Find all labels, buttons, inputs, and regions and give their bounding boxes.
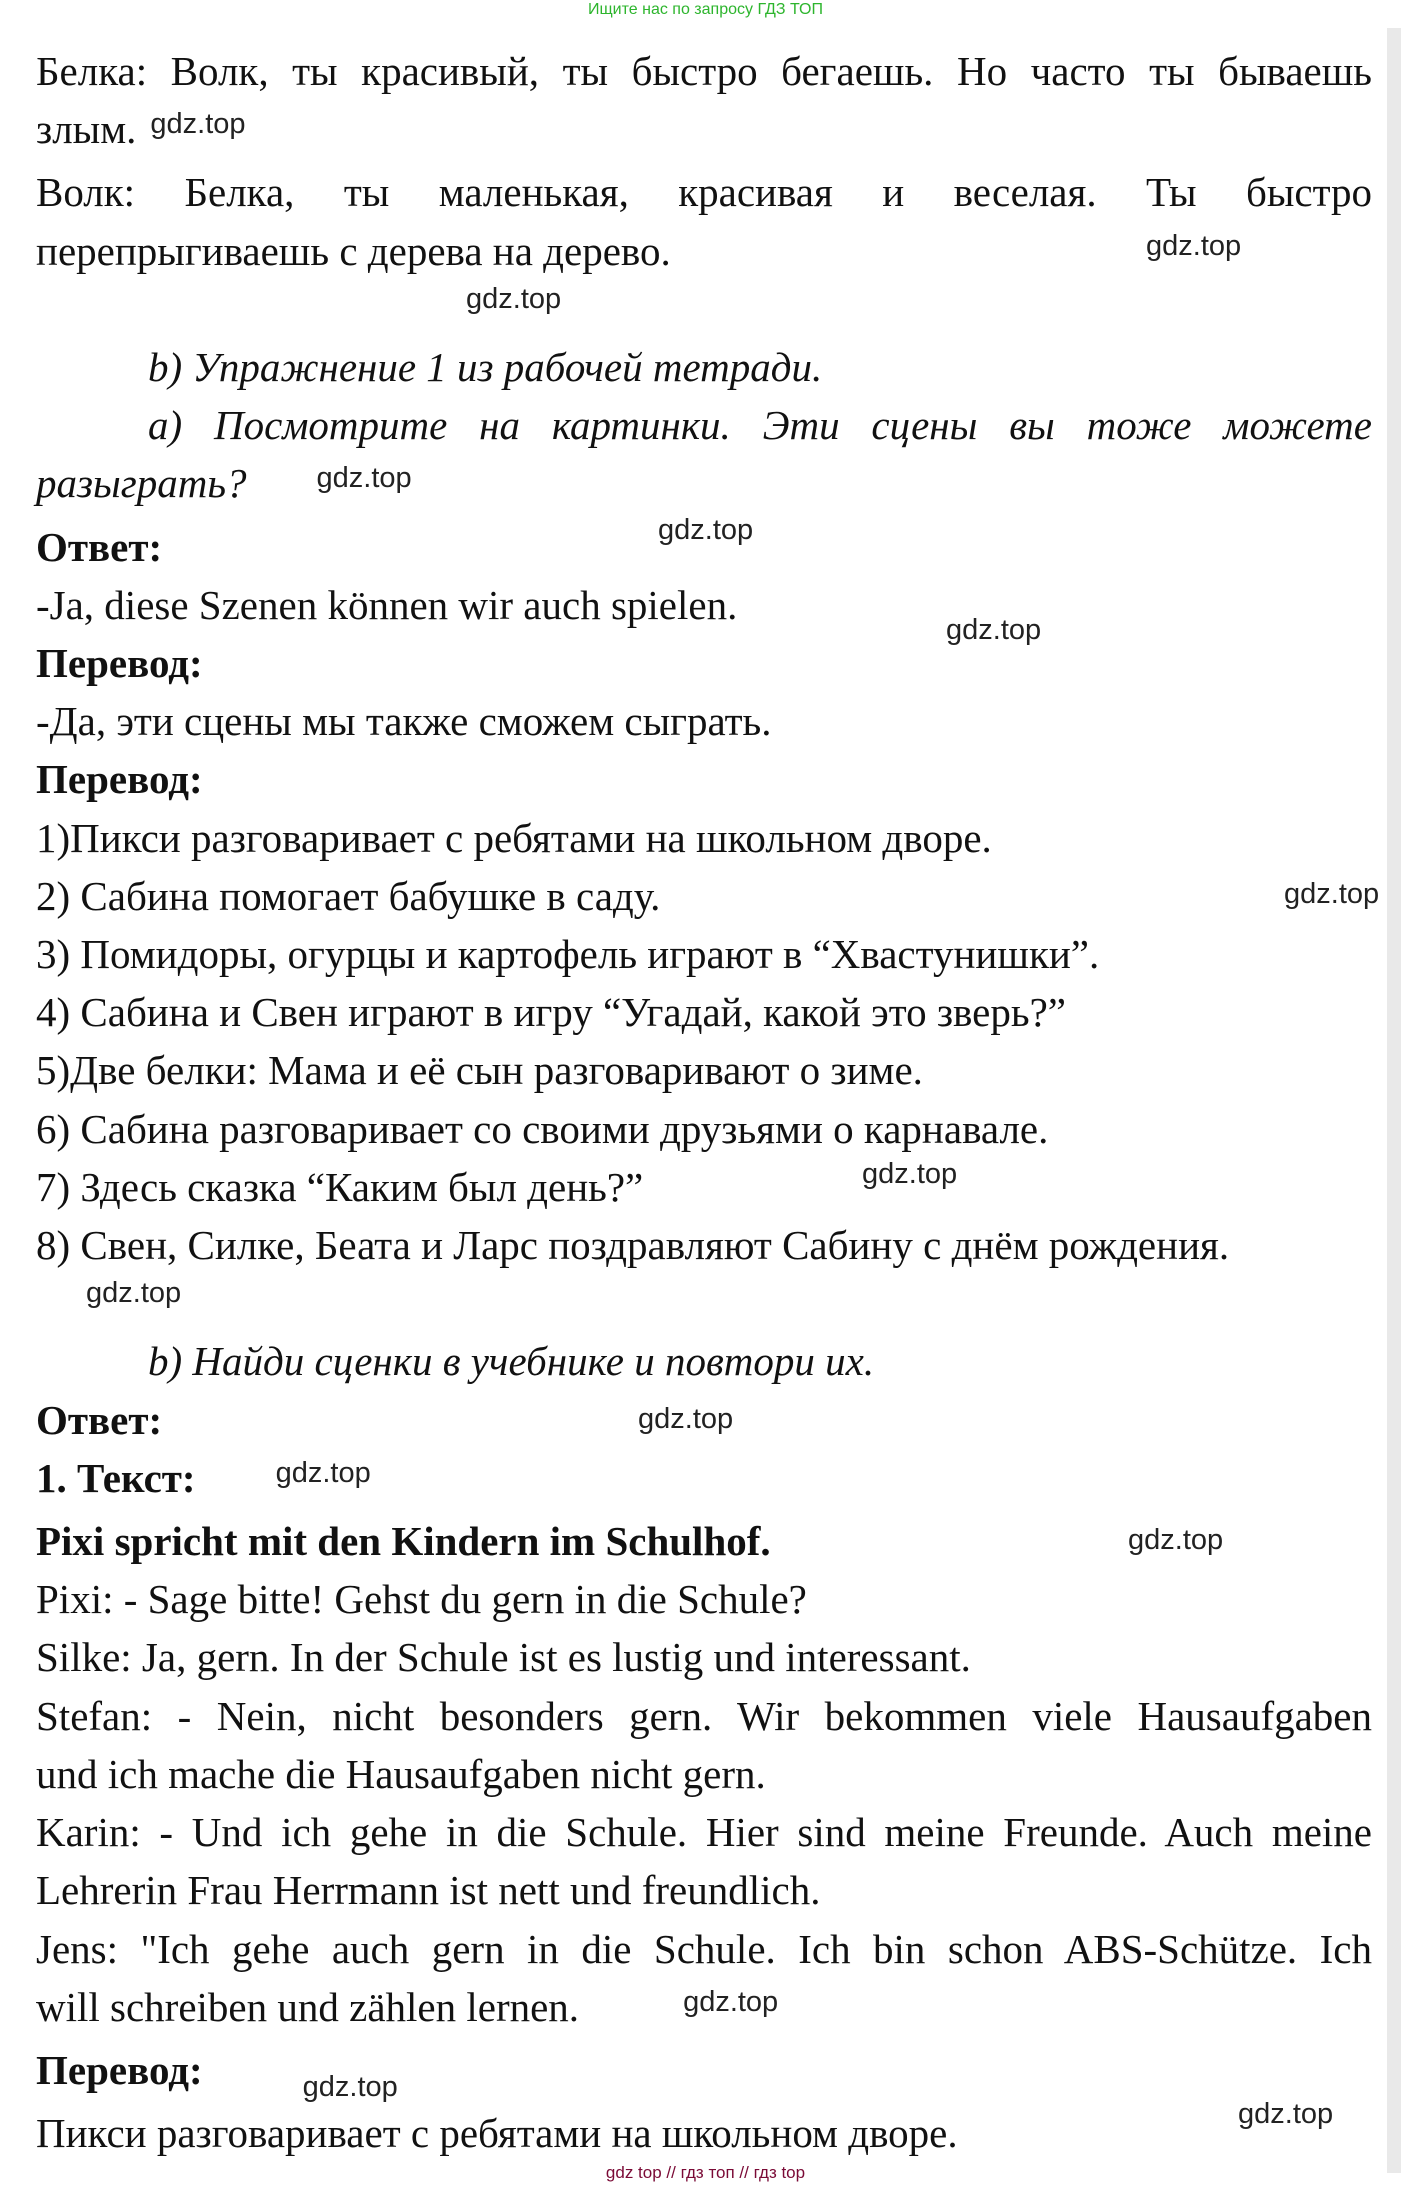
translation-label: Перевод: $_{gdz.top}$ (36, 2046, 398, 2103)
watermark: gdz.top (466, 283, 562, 315)
text-line: перепрыгиваешь с дерева на дерево. (36, 227, 671, 274)
watermark: gdz.top (302, 2070, 398, 2103)
exercise-heading: b) Упражнение 1 из рабочей тетради. (148, 344, 823, 391)
dialogue-line: Stefan: - Nein, nicht besonders gern. Wir bekommen viele Hausaufgaben (36, 1692, 1372, 1739)
blank-line (36, 1274, 1372, 1332)
text-line: -Ja, diese Szenen können wir auch spielen. (36, 581, 738, 628)
watermark: gdz.top (1284, 878, 1380, 910)
document-page (36, 42, 1372, 2162)
list-item: 8) Свен, Силке, Беата и Ларс поздравляют Сабину с днём рождения. (36, 1222, 1230, 1269)
answer-label: Ответ: (36, 1396, 163, 1443)
top-banner: Ищите нас по запросу ГДЗ ТОП (588, 1, 823, 18)
dialogue-line: Karin: - Und ich gehe in die Schule. Hier sind meine Freunde. Auch meine (36, 1809, 1372, 1856)
page-edge-divider (1387, 28, 1401, 2173)
watermark: gdz.top (86, 1277, 182, 1309)
watermark: gdz.top (1128, 1524, 1224, 1556)
watermark: gdz.top (316, 462, 412, 495)
dialogue-line: Lehrerin Frau Herrmann ist nett und freundlich. (36, 1867, 821, 1914)
text-title: Pixi spricht mit den Kindern im Schulhof. (36, 1518, 771, 1565)
watermark: gdz.top (1146, 230, 1242, 262)
watermark: gdz.top (1238, 2098, 1334, 2130)
exercise-heading: b) Найди сценки в учебнике и повтори их. (148, 1338, 875, 1385)
list-item: 2) Сабина помогает бабушке в саду. (36, 872, 661, 919)
watermark: gdz.top (946, 614, 1042, 646)
dialogue-line: will schreiben und zählen lernen. $^{gdz.top}$ (36, 1983, 779, 2030)
translation-label: Перевод: (36, 756, 203, 803)
text-line: злым. $^{gdz.top}$ (36, 106, 246, 153)
watermark: gdz.top (658, 514, 754, 546)
text-line: Пикси разговаривает с ребятами на школьном дворе. (36, 2110, 958, 2157)
dialogue-line: Silke: Ja, gern. In der Schule ist es lustig und interessant. (36, 1634, 971, 1681)
dialogue-line: Pixi: - Sage bitte! Gehst du gern in die Schule? (36, 1576, 807, 1623)
watermark: gdz.top (150, 108, 246, 141)
list-item: 7) Здесь сказка “Каким был день?” (36, 1163, 644, 1210)
text-line: Волк: Белка, ты маленькая, красивая и веселая. Ты быстро (36, 169, 1372, 216)
exercise-heading: a) Посмотрите на картинки. Эти сцены вы тоже можете (148, 402, 1372, 449)
blank-line (36, 280, 1372, 338)
dialogue-line: und ich mache die Hausaufgaben nicht gern. (36, 1750, 766, 1797)
footer-links: gdz top // гдз топ // гдз top (605, 2163, 806, 2182)
list-item: 4) Сабина и Свен играют в игру “Угадай, какой это зверь?” (36, 989, 1066, 1036)
text-heading: 1. Текст: $^{gdz.top}$ (36, 1454, 371, 1501)
list-item: 5)Две белки: Мама и её сын разговаривают о зиме. (36, 1047, 923, 1094)
translation-label: Перевод: (36, 640, 203, 687)
list-item: 1)Пикси разговаривает с ребятами на школьном дворе. (36, 814, 992, 861)
text-line: -Да, эти сцены мы также сможем сыграть. (36, 698, 772, 745)
list-item: 6) Сабина разговаривает со своими друзьями о карнавале. (36, 1105, 1049, 1152)
watermark: gdz.top (683, 1985, 779, 2018)
answer-label: Ответ: (36, 523, 163, 570)
watermark: gdz.top (638, 1403, 734, 1435)
watermark: gdz.top (862, 1158, 958, 1190)
list-item: 3) Помидоры, огурцы и картофель играют в “Хвастунишки”. (36, 931, 1100, 978)
exercise-heading: разыграть? $^{gdz.top}$ (36, 460, 412, 507)
text-line: Белка: Волк, ты красивый, ты быстро бегаешь. Но часто ты бываешь (36, 48, 1372, 94)
watermark: gdz.top (275, 1456, 371, 1489)
dialogue-line: Jens: "Ich gehe auch gern in die Schule. Ich bin schon ABS-Schütze. Ich (36, 1925, 1372, 1972)
